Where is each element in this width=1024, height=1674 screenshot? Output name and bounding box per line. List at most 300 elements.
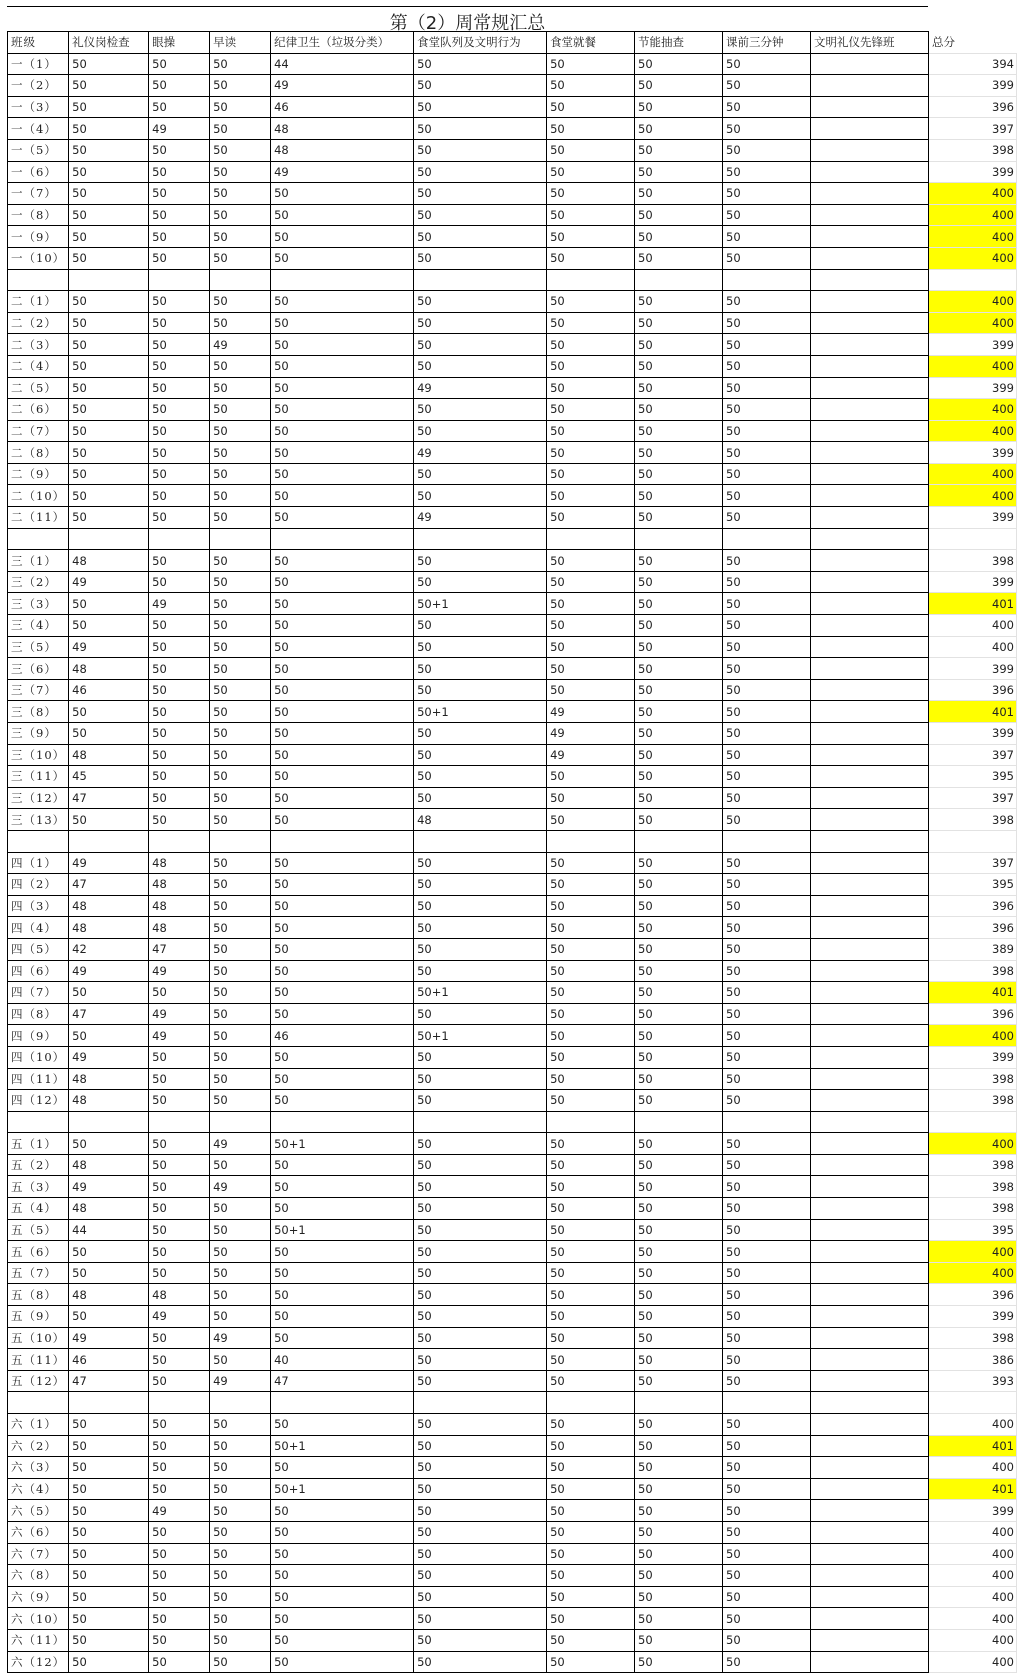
score-cell[interactable]: 50 [271, 420, 414, 442]
score-cell[interactable]: 49 [414, 377, 547, 399]
score-cell[interactable]: 50 [210, 679, 271, 701]
score-cell[interactable]: 50 [414, 1046, 547, 1068]
score-cell[interactable]: 50+1 [414, 593, 547, 615]
score-cell[interactable]: 50 [723, 1457, 811, 1479]
class-name-cell[interactable]: 三（11） [8, 766, 69, 788]
score-cell[interactable]: 50 [69, 247, 149, 269]
score-cell[interactable]: 50 [635, 1629, 723, 1651]
score-cell[interactable]: 50 [69, 723, 149, 745]
score-cell[interactable]: 50 [635, 442, 723, 464]
total-cell[interactable]: 400 [928, 399, 1016, 421]
score-cell[interactable]: 50 [271, 204, 414, 226]
score-cell[interactable]: 50 [414, 874, 547, 896]
score-cell[interactable]: 50 [547, 895, 635, 917]
score-cell[interactable]: 50 [210, 1154, 271, 1176]
score-cell[interactable] [810, 1543, 928, 1565]
score-cell[interactable]: 50 [210, 75, 271, 97]
score-cell[interactable]: 50 [635, 1457, 723, 1479]
score-cell[interactable]: 50 [723, 766, 811, 788]
empty-cell[interactable] [547, 528, 635, 550]
score-cell[interactable]: 50 [271, 1500, 414, 1522]
score-cell[interactable]: 50 [271, 334, 414, 356]
score-cell[interactable]: 50 [149, 723, 210, 745]
score-cell[interactable]: 50 [69, 1521, 149, 1543]
score-cell[interactable]: 48 [69, 1198, 149, 1220]
score-cell[interactable]: 50 [723, 1025, 811, 1047]
score-cell[interactable]: 50 [414, 1608, 547, 1630]
score-cell[interactable]: 49 [414, 507, 547, 529]
score-cell[interactable]: 49 [271, 161, 414, 183]
score-cell[interactable]: 50 [547, 399, 635, 421]
score-cell[interactable]: 50 [210, 399, 271, 421]
score-cell[interactable]: 50 [69, 1306, 149, 1328]
score-cell[interactable]: 50 [414, 1262, 547, 1284]
class-name-cell[interactable]: 五（12） [8, 1370, 69, 1392]
score-cell[interactable]: 50 [723, 1414, 811, 1436]
score-cell[interactable]: 50 [723, 53, 811, 75]
score-cell[interactable]: 50 [271, 1154, 414, 1176]
score-cell[interactable]: 50 [723, 1262, 811, 1284]
score-cell[interactable]: 50 [414, 1327, 547, 1349]
score-cell[interactable]: 50 [210, 355, 271, 377]
score-cell[interactable]: 50 [271, 809, 414, 831]
score-cell[interactable]: 50 [414, 75, 547, 97]
score-cell[interactable]: 50 [69, 1241, 149, 1263]
score-cell[interactable]: 50 [69, 226, 149, 248]
score-cell[interactable]: 50 [149, 744, 210, 766]
total-cell[interactable]: 400 [928, 1651, 1016, 1673]
total-cell[interactable]: 400 [928, 1262, 1016, 1284]
score-cell[interactable]: 50 [414, 1241, 547, 1263]
score-cell[interactable]: 50 [69, 118, 149, 140]
score-cell[interactable] [810, 1586, 928, 1608]
score-cell[interactable]: 50 [635, 917, 723, 939]
class-name-cell[interactable]: 二（11） [8, 507, 69, 529]
class-name-cell[interactable]: 五（3） [8, 1176, 69, 1198]
score-cell[interactable]: 50 [723, 334, 811, 356]
score-cell[interactable] [810, 938, 928, 960]
empty-cell[interactable] [210, 528, 271, 550]
score-cell[interactable]: 50+1 [271, 1435, 414, 1457]
score-cell[interactable]: 50 [210, 960, 271, 982]
score-cell[interactable]: 50 [723, 1154, 811, 1176]
class-name-cell[interactable]: 一（4） [8, 118, 69, 140]
class-name-cell[interactable]: 四（10） [8, 1046, 69, 1068]
score-cell[interactable]: 50 [635, 53, 723, 75]
score-cell[interactable]: 47 [69, 787, 149, 809]
total-cell[interactable]: 396 [928, 1003, 1016, 1025]
score-cell[interactable] [810, 766, 928, 788]
score-cell[interactable]: 50 [414, 312, 547, 334]
score-cell[interactable]: 50+1 [414, 982, 547, 1004]
score-cell[interactable]: 50 [271, 593, 414, 615]
total-cell[interactable]: 397 [928, 852, 1016, 874]
score-cell[interactable]: 48 [69, 917, 149, 939]
total-cell[interactable]: 396 [928, 895, 1016, 917]
score-cell[interactable]: 46 [69, 1349, 149, 1371]
score-cell[interactable]: 50 [723, 96, 811, 118]
empty-cell[interactable] [69, 1392, 149, 1414]
class-name-cell[interactable]: 五（1） [8, 1133, 69, 1155]
score-cell[interactable]: 50 [723, 615, 811, 637]
score-cell[interactable]: 50 [414, 161, 547, 183]
total-cell[interactable]: 400 [928, 1608, 1016, 1630]
score-cell[interactable]: 50 [635, 1262, 723, 1284]
total-cell[interactable]: 400 [928, 1457, 1016, 1479]
score-cell[interactable]: 44 [69, 1219, 149, 1241]
score-cell[interactable]: 50 [723, 917, 811, 939]
score-cell[interactable]: 50 [547, 1608, 635, 1630]
score-cell[interactable]: 50 [69, 291, 149, 313]
score-cell[interactable] [810, 1629, 928, 1651]
score-cell[interactable]: 50 [210, 1306, 271, 1328]
score-cell[interactable]: 50 [149, 334, 210, 356]
score-cell[interactable]: 50 [414, 1500, 547, 1522]
score-cell[interactable]: 50 [149, 442, 210, 464]
total-cell[interactable]: 400 [928, 636, 1016, 658]
score-cell[interactable]: 50 [149, 1629, 210, 1651]
total-cell[interactable]: 400 [928, 485, 1016, 507]
score-cell[interactable] [810, 1262, 928, 1284]
empty-cell[interactable] [271, 1111, 414, 1133]
total-cell[interactable]: 399 [928, 75, 1016, 97]
score-cell[interactable]: 50 [149, 355, 210, 377]
score-cell[interactable] [810, 1068, 928, 1090]
score-cell[interactable]: 50 [271, 1306, 414, 1328]
score-cell[interactable]: 50 [210, 744, 271, 766]
score-cell[interactable] [810, 485, 928, 507]
empty-cell[interactable] [547, 1111, 635, 1133]
total-cell[interactable]: 400 [928, 1543, 1016, 1565]
score-cell[interactable]: 50 [547, 1370, 635, 1392]
score-cell[interactable]: 50 [271, 377, 414, 399]
score-cell[interactable]: 50 [414, 1068, 547, 1090]
score-cell[interactable]: 50 [414, 1219, 547, 1241]
score-cell[interactable]: 50 [635, 161, 723, 183]
score-cell[interactable]: 50 [547, 809, 635, 831]
empty-cell[interactable] [8, 528, 69, 550]
score-cell[interactable]: 50 [547, 1327, 635, 1349]
score-cell[interactable]: 50 [414, 1198, 547, 1220]
score-cell[interactable]: 50 [414, 744, 547, 766]
score-cell[interactable] [810, 442, 928, 464]
class-name-cell[interactable]: 五（4） [8, 1198, 69, 1220]
score-cell[interactable]: 50 [723, 550, 811, 572]
score-cell[interactable]: 50 [210, 1090, 271, 1112]
score-cell[interactable]: 50 [271, 787, 414, 809]
score-cell[interactable]: 50 [723, 1629, 811, 1651]
empty-cell[interactable] [547, 830, 635, 852]
class-name-cell[interactable]: 一（3） [8, 96, 69, 118]
score-cell[interactable]: 50 [414, 571, 547, 593]
empty-cell[interactable] [723, 830, 811, 852]
score-cell[interactable]: 50 [635, 1198, 723, 1220]
score-cell[interactable] [810, 1003, 928, 1025]
score-cell[interactable]: 50 [271, 312, 414, 334]
score-cell[interactable]: 49 [547, 723, 635, 745]
score-cell[interactable]: 50 [635, 1133, 723, 1155]
score-cell[interactable]: 50 [271, 247, 414, 269]
score-cell[interactable] [810, 679, 928, 701]
empty-cell[interactable] [810, 269, 928, 291]
score-cell[interactable] [810, 204, 928, 226]
total-cell[interactable]: 398 [928, 1327, 1016, 1349]
score-cell[interactable] [810, 507, 928, 529]
score-cell[interactable]: 50 [414, 1629, 547, 1651]
score-cell[interactable]: 50 [547, 1219, 635, 1241]
score-cell[interactable]: 50 [69, 334, 149, 356]
score-cell[interactable]: 50 [149, 550, 210, 572]
score-cell[interactable]: 50 [635, 1543, 723, 1565]
score-cell[interactable]: 50 [149, 658, 210, 680]
score-cell[interactable]: 50 [635, 766, 723, 788]
score-cell[interactable] [810, 161, 928, 183]
score-cell[interactable]: 50 [149, 615, 210, 637]
total-cell[interactable]: 400 [928, 463, 1016, 485]
score-cell[interactable]: 50 [723, 1651, 811, 1673]
score-cell[interactable]: 49 [149, 593, 210, 615]
class-name-cell[interactable]: 四（3） [8, 895, 69, 917]
empty-cell[interactable] [723, 269, 811, 291]
score-cell[interactable]: 50 [271, 615, 414, 637]
score-cell[interactable]: 50 [210, 96, 271, 118]
score-cell[interactable]: 50 [414, 960, 547, 982]
score-cell[interactable]: 48 [149, 1284, 210, 1306]
score-cell[interactable]: 50 [723, 1327, 811, 1349]
empty-cell[interactable] [8, 1392, 69, 1414]
score-cell[interactable]: 50 [547, 355, 635, 377]
score-cell[interactable]: 50 [635, 1025, 723, 1047]
score-cell[interactable] [810, 701, 928, 723]
score-cell[interactable]: 49 [149, 1003, 210, 1025]
score-cell[interactable]: 50 [271, 1284, 414, 1306]
score-cell[interactable]: 50 [635, 1046, 723, 1068]
score-cell[interactable]: 48 [69, 658, 149, 680]
total-cell[interactable]: 400 [928, 1586, 1016, 1608]
score-cell[interactable]: 50 [635, 1176, 723, 1198]
score-cell[interactable] [810, 291, 928, 313]
score-cell[interactable]: 50 [414, 658, 547, 680]
score-cell[interactable]: 50 [547, 1133, 635, 1155]
total-cell[interactable] [928, 1392, 1016, 1414]
total-cell[interactable]: 399 [928, 1046, 1016, 1068]
score-cell[interactable]: 50 [271, 917, 414, 939]
score-cell[interactable]: 50 [69, 204, 149, 226]
score-cell[interactable]: 50+1 [414, 1025, 547, 1047]
score-cell[interactable] [810, 809, 928, 831]
score-cell[interactable]: 50 [635, 874, 723, 896]
class-name-cell[interactable]: 六（3） [8, 1457, 69, 1479]
score-cell[interactable]: 50 [271, 550, 414, 572]
class-name-cell[interactable]: 六（5） [8, 1500, 69, 1522]
empty-cell[interactable] [210, 269, 271, 291]
score-cell[interactable]: 50 [149, 96, 210, 118]
empty-cell[interactable] [69, 528, 149, 550]
score-cell[interactable]: 50 [723, 1521, 811, 1543]
score-cell[interactable]: 49 [271, 75, 414, 97]
score-cell[interactable] [810, 636, 928, 658]
score-cell[interactable]: 50 [723, 982, 811, 1004]
score-cell[interactable]: 50 [149, 507, 210, 529]
score-cell[interactable]: 50 [149, 571, 210, 593]
score-cell[interactable]: 50 [271, 1176, 414, 1198]
score-cell[interactable]: 50 [723, 399, 811, 421]
score-cell[interactable] [810, 1025, 928, 1047]
score-cell[interactable]: 50 [69, 1457, 149, 1479]
score-cell[interactable]: 50 [271, 874, 414, 896]
score-cell[interactable]: 50 [414, 917, 547, 939]
score-cell[interactable]: 50 [271, 1586, 414, 1608]
total-cell[interactable]: 399 [928, 161, 1016, 183]
score-cell[interactable]: 49 [210, 334, 271, 356]
score-cell[interactable]: 50 [723, 1198, 811, 1220]
total-cell[interactable]: 399 [928, 1500, 1016, 1522]
empty-cell[interactable] [414, 269, 547, 291]
score-cell[interactable]: 50 [414, 96, 547, 118]
score-cell[interactable] [810, 1370, 928, 1392]
score-cell[interactable]: 49 [547, 701, 635, 723]
score-cell[interactable]: 50 [210, 1349, 271, 1371]
score-cell[interactable]: 48 [69, 1068, 149, 1090]
score-cell[interactable]: 50 [723, 247, 811, 269]
total-cell[interactable]: 399 [928, 658, 1016, 680]
class-name-cell[interactable]: 一（5） [8, 139, 69, 161]
score-cell[interactable]: 50 [547, 787, 635, 809]
score-cell[interactable] [810, 463, 928, 485]
empty-cell[interactable] [635, 1111, 723, 1133]
score-cell[interactable]: 50 [547, 1046, 635, 1068]
class-name-cell[interactable]: 六（11） [8, 1629, 69, 1651]
score-cell[interactable]: 50 [635, 1586, 723, 1608]
score-cell[interactable]: 50 [635, 679, 723, 701]
empty-cell[interactable] [69, 830, 149, 852]
score-cell[interactable]: 50 [635, 463, 723, 485]
score-cell[interactable]: 50 [547, 118, 635, 140]
score-cell[interactable]: 50 [69, 507, 149, 529]
score-cell[interactable]: 50 [635, 226, 723, 248]
score-cell[interactable]: 50 [547, 377, 635, 399]
score-cell[interactable]: 50 [635, 1003, 723, 1025]
score-cell[interactable] [810, 1046, 928, 1068]
total-cell[interactable]: 389 [928, 938, 1016, 960]
score-cell[interactable]: 50 [635, 1219, 723, 1241]
class-name-cell[interactable]: 一（1） [8, 53, 69, 75]
total-cell[interactable] [928, 269, 1016, 291]
score-cell[interactable]: 50 [149, 1457, 210, 1479]
class-name-cell[interactable]: 一（2） [8, 75, 69, 97]
score-cell[interactable]: 50 [210, 615, 271, 637]
score-cell[interactable]: 49 [414, 442, 547, 464]
score-cell[interactable]: 50 [635, 334, 723, 356]
total-cell[interactable]: 400 [928, 312, 1016, 334]
score-cell[interactable]: 50 [414, 1651, 547, 1673]
score-cell[interactable]: 50 [414, 1154, 547, 1176]
class-name-cell[interactable]: 三（6） [8, 658, 69, 680]
score-cell[interactable] [810, 1176, 928, 1198]
total-cell[interactable]: 399 [928, 334, 1016, 356]
class-name-cell[interactable]: 六（8） [8, 1565, 69, 1587]
score-cell[interactable]: 50 [149, 1241, 210, 1263]
score-cell[interactable]: 50 [149, 1435, 210, 1457]
score-cell[interactable] [810, 593, 928, 615]
score-cell[interactable]: 50 [210, 1500, 271, 1522]
score-cell[interactable]: 50 [69, 1629, 149, 1651]
score-cell[interactable]: 50 [69, 1586, 149, 1608]
score-cell[interactable]: 49 [210, 1370, 271, 1392]
score-cell[interactable]: 50 [210, 204, 271, 226]
score-cell[interactable]: 50 [271, 1090, 414, 1112]
score-cell[interactable]: 50 [723, 1349, 811, 1371]
score-cell[interactable]: 50 [271, 442, 414, 464]
total-cell[interactable]: 401 [928, 982, 1016, 1004]
score-cell[interactable]: 48 [271, 139, 414, 161]
score-cell[interactable]: 50 [723, 1478, 811, 1500]
score-cell[interactable]: 50 [635, 571, 723, 593]
empty-cell[interactable] [271, 1392, 414, 1414]
empty-cell[interactable] [210, 1111, 271, 1133]
class-name-cell[interactable]: 三（9） [8, 723, 69, 745]
score-cell[interactable]: 50 [723, 507, 811, 529]
score-cell[interactable]: 50 [723, 1241, 811, 1263]
class-name-cell[interactable]: 五（9） [8, 1306, 69, 1328]
score-cell[interactable]: 50 [210, 161, 271, 183]
score-cell[interactable]: 50 [635, 982, 723, 1004]
score-cell[interactable]: 50 [210, 463, 271, 485]
score-cell[interactable]: 50 [547, 507, 635, 529]
score-cell[interactable]: 50 [635, 1521, 723, 1543]
score-cell[interactable]: 47 [149, 938, 210, 960]
score-cell[interactable]: 50 [149, 1651, 210, 1673]
score-cell[interactable]: 50 [723, 291, 811, 313]
score-cell[interactable]: 50 [414, 723, 547, 745]
score-cell[interactable]: 49 [69, 1046, 149, 1068]
score-cell[interactable]: 50 [271, 679, 414, 701]
score-cell[interactable]: 50 [547, 960, 635, 982]
class-name-cell[interactable]: 三（3） [8, 593, 69, 615]
score-cell[interactable]: 50 [547, 420, 635, 442]
class-name-cell[interactable]: 三（10） [8, 744, 69, 766]
score-cell[interactable] [810, 1327, 928, 1349]
score-cell[interactable] [810, 312, 928, 334]
score-cell[interactable]: 50 [723, 874, 811, 896]
score-cell[interactable]: 50 [271, 1327, 414, 1349]
score-cell[interactable] [810, 247, 928, 269]
score-cell[interactable] [810, 917, 928, 939]
score-cell[interactable]: 50 [69, 53, 149, 75]
score-cell[interactable]: 50 [635, 744, 723, 766]
score-cell[interactable]: 50 [547, 1414, 635, 1436]
class-name-cell[interactable]: 三（7） [8, 679, 69, 701]
class-name-cell[interactable]: 五（8） [8, 1284, 69, 1306]
score-cell[interactable]: 50 [69, 593, 149, 615]
score-cell[interactable]: 50 [271, 399, 414, 421]
score-cell[interactable]: 50 [149, 247, 210, 269]
score-cell[interactable]: 50 [210, 139, 271, 161]
total-cell[interactable]: 397 [928, 787, 1016, 809]
score-cell[interactable]: 50 [635, 96, 723, 118]
score-cell[interactable] [810, 1349, 928, 1371]
score-cell[interactable] [810, 1478, 928, 1500]
score-cell[interactable]: 50 [547, 1586, 635, 1608]
score-cell[interactable]: 50 [69, 809, 149, 831]
score-cell[interactable]: 50 [635, 1154, 723, 1176]
score-cell[interactable]: 50 [210, 658, 271, 680]
total-cell[interactable]: 399 [928, 377, 1016, 399]
score-cell[interactable]: 50 [69, 420, 149, 442]
score-cell[interactable]: 50 [414, 1543, 547, 1565]
score-cell[interactable]: 50+1 [271, 1133, 414, 1155]
score-cell[interactable]: 50 [723, 1565, 811, 1587]
